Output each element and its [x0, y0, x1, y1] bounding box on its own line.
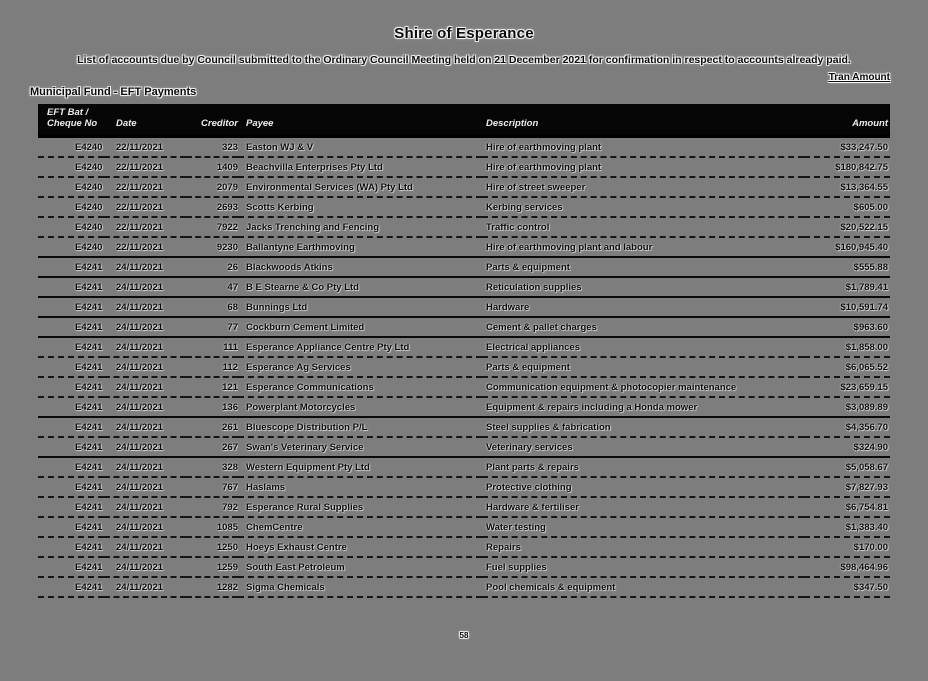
cell-creditor-no: 328 [186, 457, 238, 477]
cell-creditor-no: 68 [186, 297, 238, 317]
table-row [38, 437, 890, 457]
table-header-row [38, 104, 890, 136]
table-row [38, 136, 890, 157]
document-page [0, 25, 928, 640]
cell-amount: $7,827.93 [804, 477, 890, 497]
cell-payee: Bluescope Distribution P/L [238, 417, 482, 437]
column-header-eft-line2: Cheque No [47, 118, 98, 130]
cell-date: 24/11/2021 [104, 477, 186, 497]
cell-date: 22/11/2021 [104, 237, 186, 257]
cell-date: 24/11/2021 [104, 437, 186, 457]
cell-payee: Environmental Services (WA) Pty Ltd [238, 177, 482, 197]
cell-date: 24/11/2021 [104, 537, 186, 557]
table-row [38, 337, 890, 357]
cell-amount: $347.50 [804, 577, 890, 597]
cell-creditor-no: 136 [186, 397, 238, 417]
cell-description: Equipment & repairs including a Honda mower [482, 397, 804, 417]
table-row [38, 397, 890, 417]
cell-description: Hardware & fertiliser [482, 497, 804, 517]
cell-date: 22/11/2021 [104, 157, 186, 177]
cell-amount: $1,383.40 [804, 517, 890, 537]
cell-description: Fuel supplies [482, 557, 804, 577]
cell-description: Hire of earthmoving plant [482, 136, 804, 157]
cell-amount: $180,842.75 [804, 157, 890, 177]
cell-amount: $1,858.00 [804, 337, 890, 357]
cell-payee: Swan's Veterinary Service [238, 437, 482, 457]
cell-creditor-no: 323 [186, 136, 238, 157]
cell-description: Hardware [482, 297, 804, 317]
cell-date: 22/11/2021 [104, 197, 186, 217]
cell-description: Steel supplies & fabrication [482, 417, 804, 437]
cell-date: 24/11/2021 [104, 397, 186, 417]
cell-date: 24/11/2021 [104, 517, 186, 537]
cell-date: 24/11/2021 [104, 497, 186, 517]
cell-amount: $33,247.50 [804, 136, 890, 157]
payments-table [38, 104, 890, 598]
cell-payee: Scotts Kerbing [238, 197, 482, 217]
cell-date: 22/11/2021 [104, 136, 186, 157]
cell-date: 24/11/2021 [104, 357, 186, 377]
cell-eft-batch-no: E4240 [38, 177, 104, 197]
cell-eft-batch-no: E4240 [38, 136, 104, 157]
cell-description: Parts & equipment [482, 357, 804, 377]
column-header-eft-cheque-no [38, 104, 104, 136]
cell-amount: $963.60 [804, 317, 890, 337]
cell-creditor-no: 1085 [186, 517, 238, 537]
cell-date: 24/11/2021 [104, 557, 186, 577]
cell-eft-batch-no: E4241 [38, 377, 104, 397]
cell-amount: $324.90 [804, 437, 890, 457]
cell-payee: Esperance Appliance Centre Pty Ltd [238, 337, 482, 357]
page-subtitle: List of accounts due by Council submitted to the Ordinary Council Meeting held on 21 December 2021 for confirmation in respect to accounts already paid. [77, 54, 851, 66]
section-heading: Municipal Fund - EFT Payments [30, 86, 197, 98]
cell-payee: South East Petroleum [238, 557, 482, 577]
cell-date: 24/11/2021 [104, 337, 186, 357]
cell-description: Communication equipment & photocopier maintenance [482, 377, 804, 397]
cell-amount: $6,754.81 [804, 497, 890, 517]
cell-description: Repairs [482, 537, 804, 557]
table-row [38, 417, 890, 437]
cell-amount: $13,364.55 [804, 177, 890, 197]
cell-creditor-no: 77 [186, 317, 238, 337]
cell-eft-batch-no: E4241 [38, 297, 104, 317]
cell-description: Hire of earthmoving plant [482, 157, 804, 177]
cell-description: Water testing [482, 517, 804, 537]
cell-eft-batch-no: E4241 [38, 417, 104, 437]
cell-creditor-no: 267 [186, 437, 238, 457]
column-header-payee: Payee [238, 104, 482, 136]
table-row [38, 537, 890, 557]
cell-amount: $605.00 [804, 197, 890, 217]
cell-eft-batch-no: E4241 [38, 557, 104, 577]
cell-date: 24/11/2021 [104, 457, 186, 477]
table-row [38, 497, 890, 517]
cell-eft-batch-no: E4240 [38, 217, 104, 237]
cell-creditor-no: 792 [186, 497, 238, 517]
cell-date: 24/11/2021 [104, 377, 186, 397]
table-row [38, 217, 890, 237]
cell-description: Hire of earthmoving plant and labour [482, 237, 804, 257]
cell-creditor-no: 121 [186, 377, 238, 397]
table-row [38, 197, 890, 217]
cell-description: Cement & pallet charges [482, 317, 804, 337]
page-title: Shire of Esperance [394, 25, 534, 42]
cell-amount: $20,522.15 [804, 217, 890, 237]
cell-amount: $1,789.41 [804, 277, 890, 297]
cell-creditor-no: 1259 [186, 557, 238, 577]
cell-description: Protective clothing [482, 477, 804, 497]
cell-description: Pool chemicals & equipment [482, 577, 804, 597]
cell-description: Reticulation supplies [482, 277, 804, 297]
cell-description: Plant parts & repairs [482, 457, 804, 477]
cell-description: Veterinary services [482, 437, 804, 457]
cell-eft-batch-no: E4241 [38, 277, 104, 297]
cell-description: Kerbing services [482, 197, 804, 217]
cell-date: 22/11/2021 [104, 177, 186, 197]
table-row [38, 237, 890, 257]
cell-creditor-no: 1282 [186, 577, 238, 597]
cell-creditor-no: 111 [186, 337, 238, 357]
cell-eft-batch-no: E4241 [38, 537, 104, 557]
cell-amount: $555.88 [804, 257, 890, 277]
cell-date: 24/11/2021 [104, 417, 186, 437]
cell-eft-batch-no: E4241 [38, 457, 104, 477]
table-row [38, 297, 890, 317]
table-body [38, 136, 890, 597]
cell-payee: Easton WJ & V [238, 136, 482, 157]
cell-eft-batch-no: E4241 [38, 477, 104, 497]
cell-amount: $160,945.40 [804, 237, 890, 257]
cell-payee: Western Equipment Pty Ltd [238, 457, 482, 477]
cell-amount: $170.00 [804, 537, 890, 557]
cell-eft-batch-no: E4241 [38, 257, 104, 277]
table-row [38, 557, 890, 577]
table-header [38, 104, 890, 136]
cell-payee: Bunnings Ltd [238, 297, 482, 317]
cell-amount: $6,065.52 [804, 357, 890, 377]
cell-creditor-no: 47 [186, 277, 238, 297]
column-header-creditor: Creditor [186, 104, 238, 136]
cell-description: Traffic control [482, 217, 804, 237]
cell-payee: Beachvilla Enterprises Pty Ltd [238, 157, 482, 177]
cell-description: Parts & equipment [482, 257, 804, 277]
cell-payee: Cockburn Cement Limited [238, 317, 482, 337]
cell-creditor-no: 7922 [186, 217, 238, 237]
cell-eft-batch-no: E4241 [38, 497, 104, 517]
table-row [38, 357, 890, 377]
cell-date: 24/11/2021 [104, 277, 186, 297]
cell-payee: Ballantyne Earthmoving [238, 237, 482, 257]
cell-description: Hire of street sweeper [482, 177, 804, 197]
cell-creditor-no: 2079 [186, 177, 238, 197]
table-row [38, 277, 890, 297]
cell-payee: Esperance Ag Services [238, 357, 482, 377]
cell-eft-batch-no: E4241 [38, 437, 104, 457]
cell-payee: ChemCentre [238, 517, 482, 537]
table-row [38, 177, 890, 197]
table-row [38, 157, 890, 177]
cell-payee: Esperance Communications [238, 377, 482, 397]
cell-payee: Esperance Rural Supplies [238, 497, 482, 517]
table-row [38, 517, 890, 537]
table-row [38, 257, 890, 277]
cell-payee: B E Stearne & Co Pty Ltd [238, 277, 482, 297]
column-header-description: Description [482, 104, 804, 136]
cell-creditor-no: 26 [186, 257, 238, 277]
cell-description: Electrical appliances [482, 337, 804, 357]
cell-eft-batch-no: E4241 [38, 397, 104, 417]
cell-amount: $4,356.70 [804, 417, 890, 437]
table-row [38, 377, 890, 397]
cell-eft-batch-no: E4240 [38, 197, 104, 217]
table-row [38, 477, 890, 497]
cell-creditor-no: 1250 [186, 537, 238, 557]
cell-payee: Jacks Trenching and Fencing [238, 217, 482, 237]
cell-date: 24/11/2021 [104, 257, 186, 277]
cell-date: 24/11/2021 [104, 577, 186, 597]
cell-creditor-no: 261 [186, 417, 238, 437]
table-row [38, 317, 890, 337]
cell-payee: Sigma Chemicals [238, 577, 482, 597]
cell-amount: $10,591.74 [804, 297, 890, 317]
table-row [38, 577, 890, 597]
column-header-amount: Amount [804, 104, 890, 136]
cell-eft-batch-no: E4241 [38, 577, 104, 597]
cell-creditor-no: 9230 [186, 237, 238, 257]
cell-date: 22/11/2021 [104, 217, 186, 237]
cell-date: 24/11/2021 [104, 317, 186, 337]
cell-eft-batch-no: E4241 [38, 317, 104, 337]
cell-creditor-no: 112 [186, 357, 238, 377]
cell-eft-batch-no: E4241 [38, 517, 104, 537]
tran-amount-label: Tran Amount [828, 72, 890, 83]
cell-eft-batch-no: E4241 [38, 357, 104, 377]
cell-eft-batch-no: E4241 [38, 337, 104, 357]
cell-eft-batch-no: E4240 [38, 157, 104, 177]
cell-payee: Hoeys Exhaust Centre [238, 537, 482, 557]
column-header-date: Date [104, 104, 186, 136]
cell-creditor-no: 2693 [186, 197, 238, 217]
cell-amount: $5,058.67 [804, 457, 890, 477]
cell-creditor-no: 767 [186, 477, 238, 497]
cell-amount: $98,464.96 [804, 557, 890, 577]
cell-creditor-no: 1409 [186, 157, 238, 177]
cell-date: 24/11/2021 [104, 297, 186, 317]
cell-amount: $23,659.15 [804, 377, 890, 397]
cell-payee: Powerplant Motorcycles [238, 397, 482, 417]
table-row [38, 457, 890, 477]
cell-payee: Haslams [238, 477, 482, 497]
page-number: 58 [459, 631, 469, 640]
cell-eft-batch-no: E4240 [38, 237, 104, 257]
cell-payee: Blackwoods Atkins [238, 257, 482, 277]
cell-amount: $3,089.89 [804, 397, 890, 417]
column-header-eft-line1: EFT Bat / [47, 107, 89, 118]
